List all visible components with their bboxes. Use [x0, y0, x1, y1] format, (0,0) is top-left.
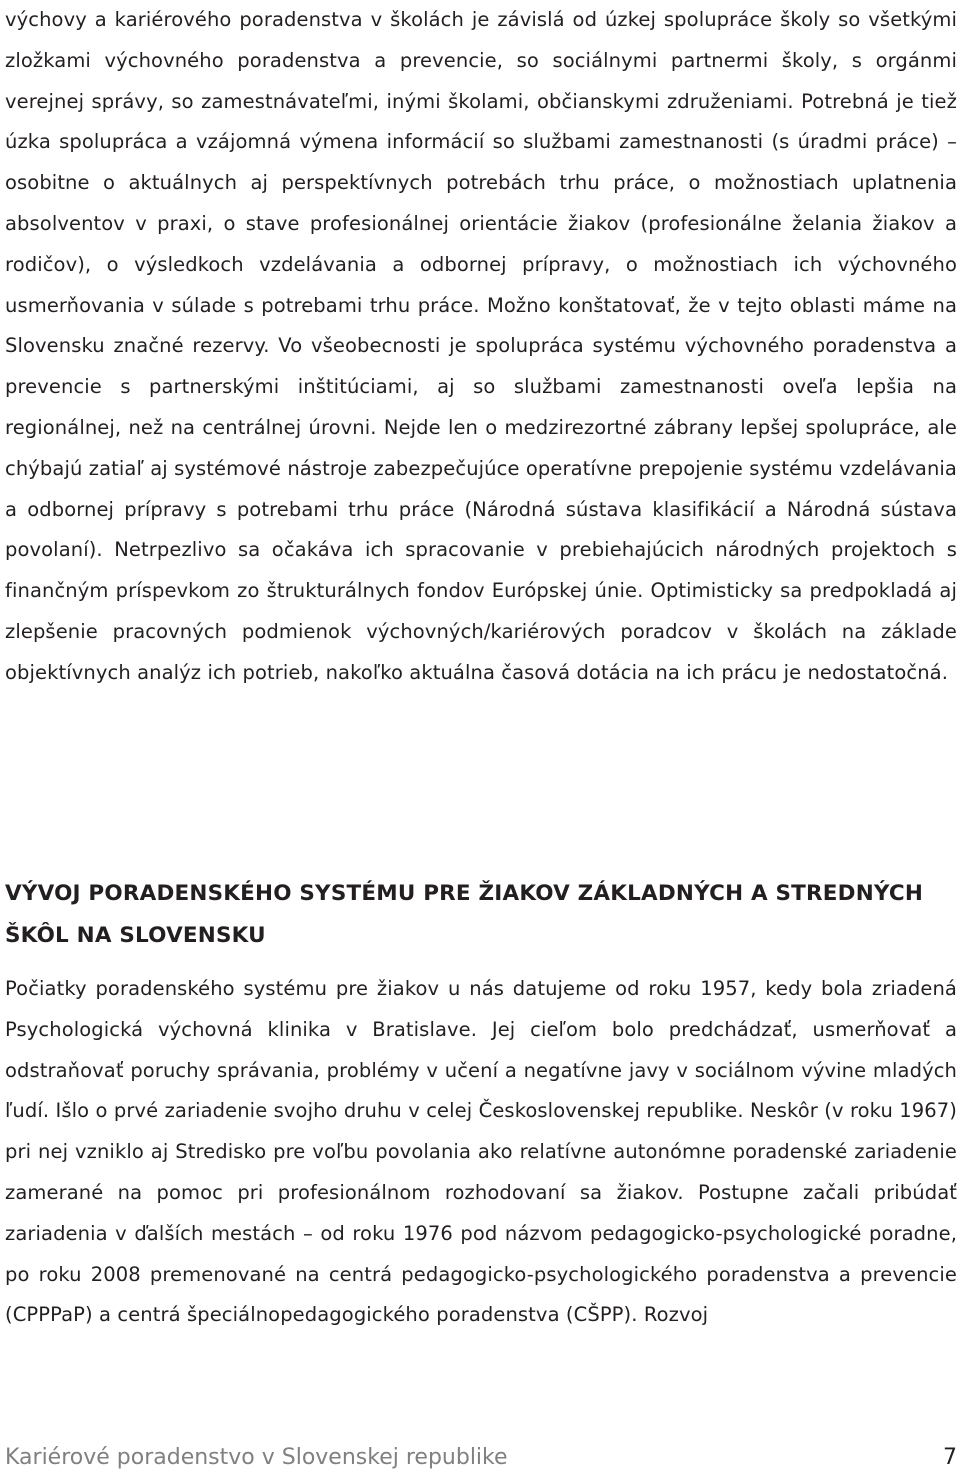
page-number: 7: [943, 1444, 957, 1470]
page-footer: [5, 1437, 957, 1477]
section-heading-line-2: ŠKÔL NA SLOVENSKU: [5, 923, 266, 948]
section-heading-line-1: VÝVOJ PORADENSKÉHO SYSTÉMU PRE ŽIAKOV ZÁKLADNÝCH A STREDNÝCH: [5, 881, 924, 906]
section-heading: [5, 873, 957, 957]
body-paragraph-1: výchovy a kariérového poradenstva v školách je závislá od úzkej spolupráce školy so všetkými zložkami výchovného poradenstva a prevencie, so sociálnymi partnermi školy, s orgánmi verejnej správy, so zamestnávateľmi, inými školami, občianskymi združeniami. Potrebná je tiež úzka spolupráca a vzájomná výmena informácií so službami zamestnanosti (s úradmi práce) – osobitne o aktuálnych aj perspektívnych potrebách trhu práce, o možnostiach uplatnenia absolventov v praxi, o stave profesionálnej orientácie žiakov (profesionálne želania žiakov a rodičov), o výsledkoch vzdelávania a odbornej prípravy, o možnostiach ich výchovného usmerňovania v súlade s potrebami trhu práce. Možno konštatovať, že v tejto oblasti máme na Slovensku značné rezervy. Vo všeobecnosti je spolupráca systému výchovného poradenstva a prevencie s partnerskými inštitúciami, aj so službami zamestnanosti oveľa lepšia na regionálnej, než na centrálnej úrovni. Nejde len o medzirezortné zábrany lepšej spolupráce, ale chýbajú zatiaľ aj systémové nástroje zabezpečujúce operatívne prepojenie systému vzdelávania a odbornej prípravy s potrebami trhu práce (Národná sústava klasifikácií a Národná sústava povolaní). Netrpezlivo sa očakáva ich spracovanie v prebiehajúcich národných projektoch s finančným príspevkom zo štrukturálnych fondov Európskej únie. Optimisticky sa predpokladá aj zlepšenie pracovných podmienok výchovných/kariérových poradcov v školách na základe objektívnych analýz ich potrieb, nakoľko aktuálna časová dotácia na ich prácu je nedostatočná.: [5, 8, 957, 684]
body-paragraph-2: Počiatky poradenského systému pre žiakov u nás datujeme od roku 1957, kedy bola zriadená Psychologická výchovná klinika v Bratislave. Jej cieľom bolo predchádzať, usmerňovať a odstraňovať poruchy správania, problémy v učení a negatívne javy v sociálnom vývine mladých ľudí. Išlo o prvé zariadenie svojho druhu v celej Československej republike. Neskôr (v roku 1967) pri nej vzniklo aj Stredisko pre voľbu povolania ako relatívne autonómne poradenské zariadenie zamerané na pomoc pri profesionálnom rozhodovaní sa žiakov. Postupne začali pribúdať zariadenia v ďalších mestách – od roku 1976 pod názvom pedagogicko-psychologické poradne, po roku 2008 premenované na centrá pedagogicko-psychologického poradenstva a prevencie (CPPPaP) a centrá špeciálnopedagogického poradenstva (CŠPP). Rozvoj: [5, 977, 957, 1327]
footer-running-title: Kariérové poradenstvo v Slovenskej republike: [5, 1444, 508, 1470]
